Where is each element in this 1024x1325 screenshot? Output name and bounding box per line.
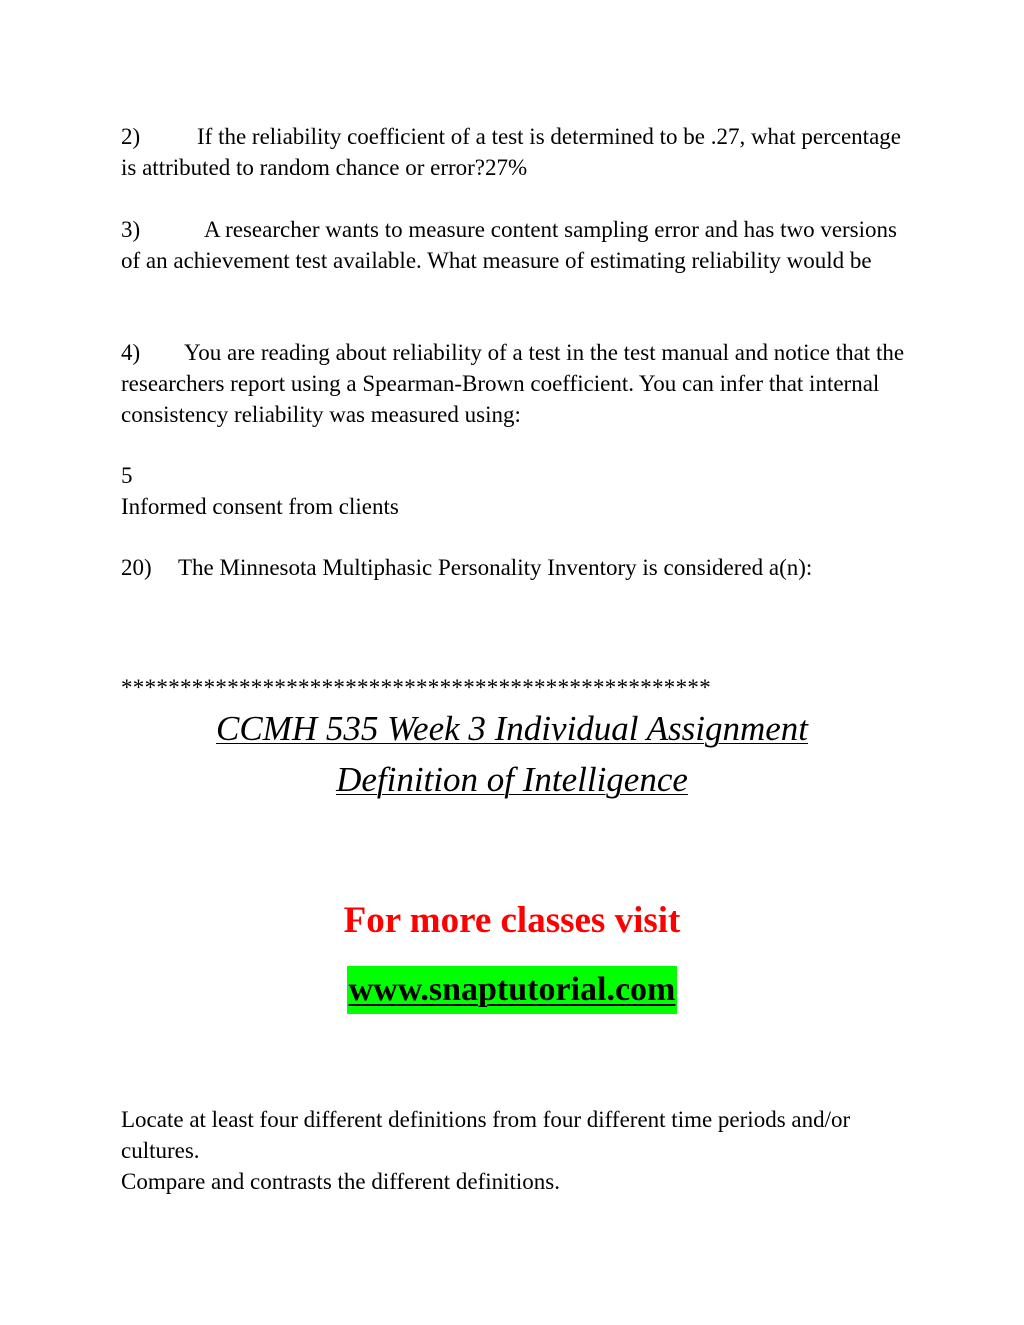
- question-number: 4): [121, 340, 141, 365]
- separator-line: **************************************************: [121, 675, 711, 700]
- question-text: Informed consent from clients: [121, 494, 399, 519]
- question-2: [121, 121, 911, 183]
- snaptutorial-link[interactable]: www.snaptutorial.com: [347, 966, 678, 1014]
- question-text: If the reliability coefficient of a test is determined to be .27, what percentage is attributed to random chance or error?27%: [121, 124, 901, 180]
- question-5: [121, 460, 911, 522]
- question-20: [121, 552, 911, 583]
- instruction-line-1: Locate at least four different definitions from four different time periods and/or cultures.: [121, 1107, 851, 1163]
- question-number: 2): [121, 124, 141, 149]
- assignment-title: CCMH 535 Week 3 Individual Assignment: [215, 709, 809, 748]
- question-number: 20): [121, 555, 152, 580]
- question-text: The Minnesota Multiphasic Personality Inventory is considered a(n):: [178, 555, 813, 580]
- question-number: 5: [121, 463, 133, 488]
- question-text: A researcher wants to measure content sampling error and has two versions of an achievement test available. What measure of estimating reliability would be: [121, 217, 897, 273]
- promo-text: For more classes visit: [343, 900, 681, 941]
- question-3: [121, 214, 911, 276]
- promo-link-container: [0, 966, 1024, 1014]
- assignment-subtitle: Definition of Intelligence: [336, 760, 688, 799]
- instruction-line-2: Compare and contrasts the different definitions.: [121, 1169, 561, 1194]
- instructions: [121, 1104, 911, 1197]
- question-4: [121, 337, 911, 430]
- question-number: 3): [121, 217, 141, 242]
- question-text: You are reading about reliability of a test in the test manual and notice that the researchers report using a Spearman-Brown coefficient. You can infer that internal consistency reliability was measured using:: [121, 340, 905, 427]
